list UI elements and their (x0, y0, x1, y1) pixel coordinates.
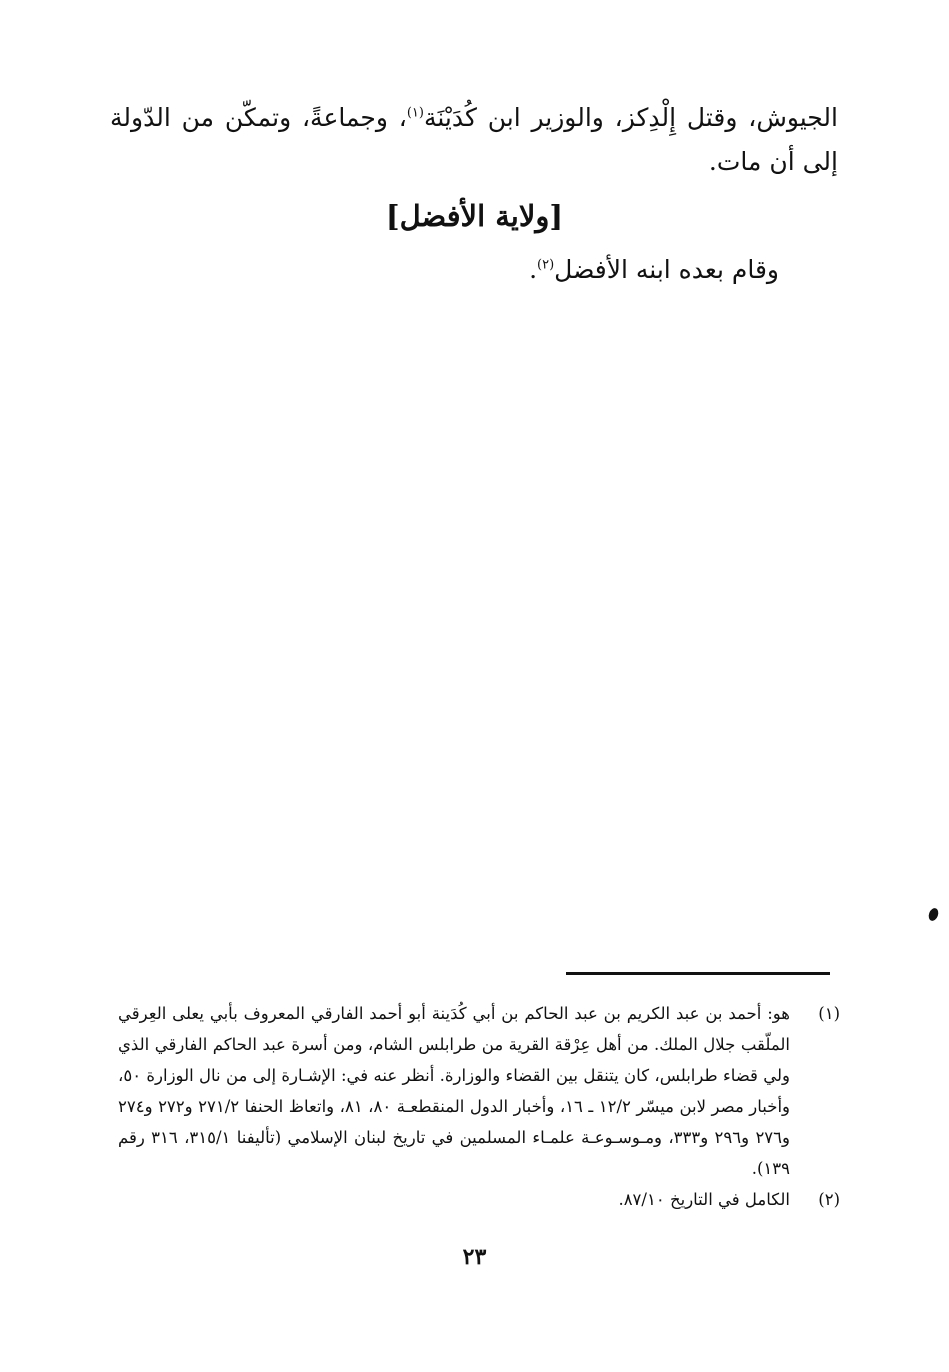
page-number: ٢٣ (462, 1244, 487, 1270)
main-paragraph (110, 96, 838, 184)
main-text-part-1: الجيوش، وقتل إِلْدِكز، والوزير ابن كُدَيْنَة (423, 103, 838, 132)
main-text-part-2: ، وجماعةً، وتمكّن من الدّولة إلى أن مات. (110, 103, 838, 176)
footnote-ref-1: (١) (406, 105, 424, 121)
section-paragraph (179, 250, 779, 290)
ink-mark (927, 907, 940, 922)
footnote-divider (566, 972, 830, 975)
footnote-ref-2: (٢) (537, 257, 555, 273)
footnote-1-number: (١) (818, 1004, 840, 1023)
footnote-2-text: الكامل في التاريخ ٨٧/١٠. (618, 1190, 790, 1209)
section-text-part-1: وقام بعده ابنه الأفضل (554, 255, 779, 284)
footnote-2-number: (٢) (818, 1190, 840, 1209)
footnote-2 (118, 1184, 840, 1215)
section-heading: [ولاية الأفضل] (385, 199, 564, 233)
footnote-1 (118, 998, 840, 1184)
section-text-part-2: . (529, 255, 538, 284)
footnotes-section (118, 998, 840, 1215)
footnote-1-text: هو: أحمد بن عبد الكريم بن عبد الحاكم بن أبي كُدَينة أبو أحمد الفارقي المعروف بأبي يعلى العِرقي الملّقب جلال الملك. من أهل عِرْقة القرية من طرابلس الشام، ومن أسرة عبد الحاكم الفارقي الذي ولي قضاء طرابلس، كان يتنقل بين القضاء والوزارة. أنظر عنه في: الإشـارة إلى من نال الوزارة ٥٠، وأخبار مصر لابن ميسّر ١٢/٢ ـ ١٦، وأخبار الدول المنقطعـة ٨٠، ٨١، واتعاظ الحنفا ٢٧١/٢ و٢٧٢ و٢٧٤ و٢٧٦ و٢٩٦ و٣٣٣، ومـوسـوعـة علمـاء المسلمين في تاريخ لبنان الإسلامي (تأليفنا ٣١٥/١، ٣١٦ رقم ١٣٩). (118, 1004, 791, 1178)
